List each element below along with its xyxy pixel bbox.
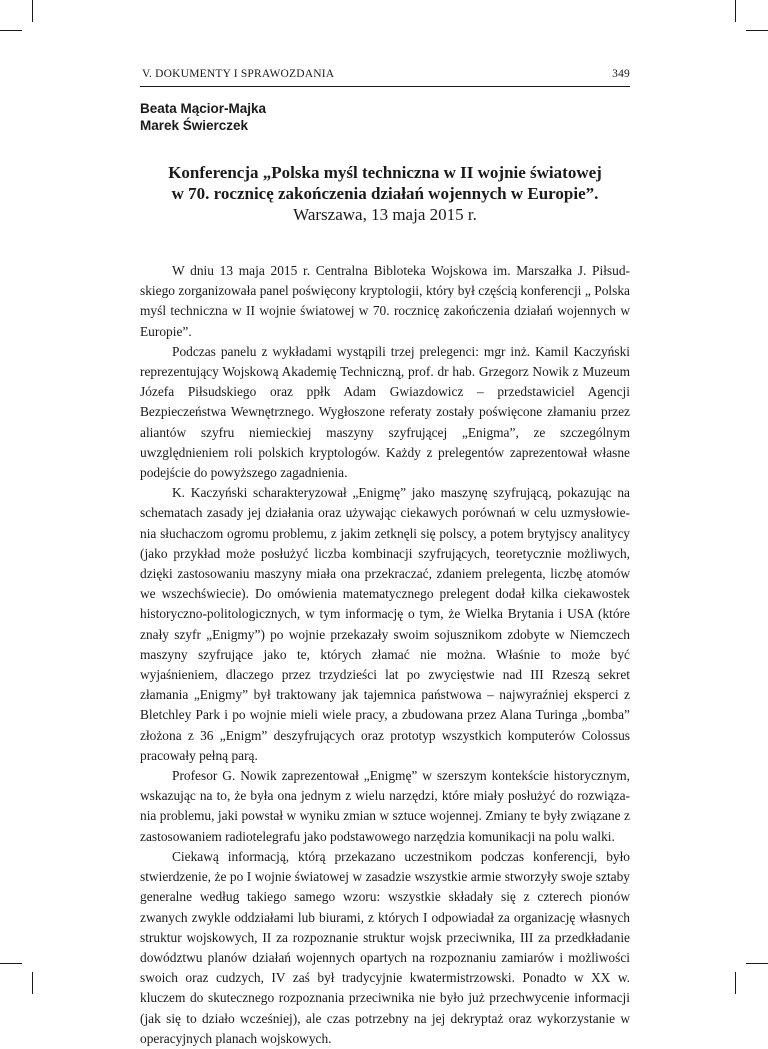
paragraph: K. Kaczyński scharakteryzował „Enigmę” jako maszynę szyfrującą, pokazując na schematach zasady jej działania oraz używając ciekawych porównań w celu uzmysłowienia słuchaczom ogromu problemu, z jakim zetknęli się polscy, a potem brytyjscy analitycy (jako przykład może posłużyć liczba kombinacji szyfrujących, teoretycznie możliwych, dzięki zastosowaniu maszyny miała ona przekraczać, zdaniem prelegenta, liczbę atomów we wszechświecie). Do omówienia matematycznego prelegent dodał kilka ciekawostek historyczno-politologicznych, w tym informację o tym, że Wielka Brytania i USA (które znały szyfr „Enigmy”) po wojnie przekazały swoim sojusznikom zdobyte w Niemczech maszyny szyfrujące jako te, których złamać nie można. Właśnie to może być wyjaśnieniem, dlaczego przez trzydzieści lat po zwycięstwie nad III Rzeszą sekret złamania „Enigmy” był traktowany jak tajemnica państwowa – najwyraźniej eksperci z Bletchley Park i po wojnie mieli wiele pracy, a zbudowana przez Alana Turinga „bomba” złożona z 36 „Enigm” deszyfrujących oraz prototyp wszystkich komputerów Colossus pracowały pełną parą.: [140, 485, 630, 763]
authors: [140, 100, 266, 134]
article-title: [140, 162, 630, 225]
section-title: V. DOKUMENTY I SPRAWOZDANIA: [142, 68, 335, 80]
crop-mark: [746, 963, 768, 964]
title-line: w 70. rocznicę zakończenia działań wojennych w Europie”.: [171, 184, 599, 203]
crop-mark: [735, 0, 736, 22]
author-name: Marek Świerczek: [140, 118, 249, 133]
article-body: [140, 261, 630, 1049]
paragraph: Ciekawą informacją, którą przekazano uczestnikom podczas konferencji, było stwierdzenie, że po I wojnie światowej w zasadzie wszystkie armie stworzyły swoje sztaby generalne według takiego samego wzoru: wszystkie składały się z czterech pionów zwanych zwykle oddziałami lub biurami, z których I odpowiadał za organizację własnych struktur wojskowych, II za rozpoznanie struktur wojsk przeciwnika, III za przedkładanie dowództwu planów działań wojennych opartych na rozpoznaniu zamiarów i możliwości swoich oraz cudzych, IV zaś był tradycyjnie kwatermistrzowski. Ponadto w XX w. kluczem do skutecznego rozpoznania przeciwnika nie było już przechwycenie informacji (jak się to działo wcześniej), ale czas potrzebny na jej dekryptaż oraz wykorzystanie w operacyjnych planach wojskowych.: [140, 848, 630, 1046]
page-number: 349: [612, 68, 630, 80]
crop-mark: [0, 963, 22, 964]
header-rule: [140, 86, 630, 87]
crop-mark: [735, 972, 736, 994]
crop-mark: [746, 30, 768, 31]
title-subtitle: Warszawa, 13 maja 2015 r.: [293, 205, 477, 224]
crop-mark: [32, 972, 33, 994]
paragraph: Profesor G. Nowik zaprezentował „Enigmę” w szerszym kontekście historycznym, wskazując na to, że była ona jednym z wielu narzędzi, które miały posłużyć do rozwiązania problemu, jaki powstał w wyniku zmian w sztuce wojennej. Zmiany te były związane z zastosowaniem radiotelegrafu jako podstawowego narzędzia komunikacji na polu walki.: [140, 768, 630, 844]
crop-mark: [32, 0, 33, 22]
paragraph: Podczas panelu z wykładami wystąpili trzej prelegenci: mgr inż. Kamil Kaczyński reprezentujący Wojskową Akademię Techniczną, prof. dr hab. Grzegorz Nowik z Muzeum Józefa Piłsudskiego oraz ppłk Adam Gwiazdowicz – przedstawiciel Agencji Bezpieczeństwa Wewnętrznego. Wygłoszone referaty zostały poświęcone złamaniu przez aliantów szyfru niemieckiej maszyny szyfrującej „Enigma”, ze szczególnym uwzględnieniem roli polskich kryptologów. Każdy z prelegentów zaprezentował własne podejście do powyższego zagadnienia.: [140, 343, 630, 481]
title-line: Konferencja „Polska myśl techniczna w II wojnie światowej: [168, 163, 602, 182]
author-name: Beata Mącior-Majka: [140, 101, 267, 116]
paragraph: W dniu 13 maja 2015 r. Centralna Bibloteka Wojskowa im. Marszałka J. Piłsudskiego zorganizowała panel poświęcony kryptologii, który był częścią konferencji „ Polska myśl techniczna w II wojnie światowej w 70. rocznicę zakończenia działań wojennych w Europie”.: [140, 263, 630, 339]
crop-mark: [0, 30, 22, 31]
